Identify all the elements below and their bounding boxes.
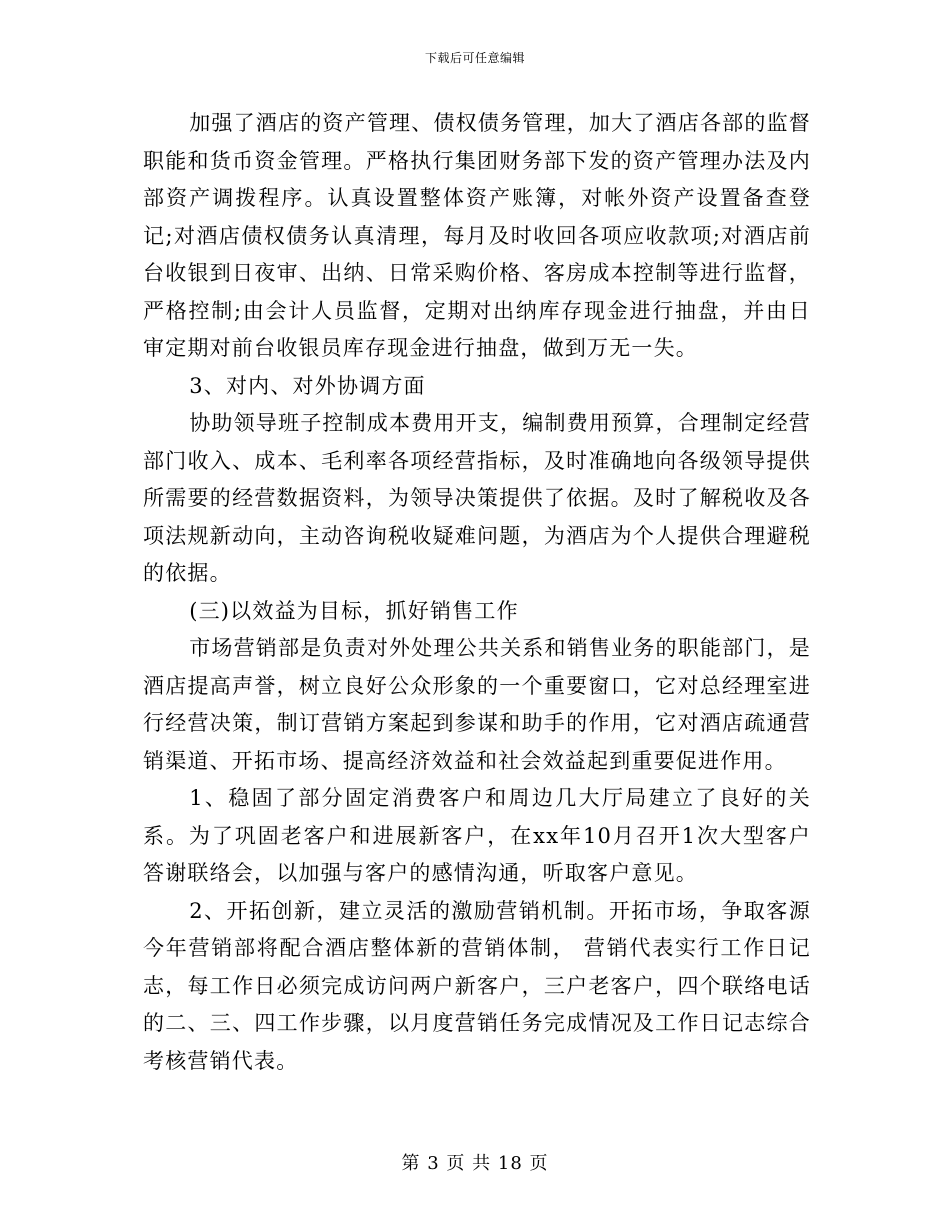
paragraph-customer-relations: 1、稳固了部分固定消费客户和周边几大厅局建立了良好的关系。为了巩固老客户和进展新客户，在xx年10月召开1次大型客户答谢联络会，以加强与客户的感情沟通，听取客户意见。 bbox=[143, 786, 811, 885]
page-header: 下载后可任意编辑 bbox=[424, 51, 525, 65]
paragraph-coordination: 协助领导班子控制成本费用开支，编制费用预算，合理制定经营部门收入、成本、毛利率各项经营指标，及时准确地向各级领导提供所需要的经营数据资料，为领导决策提供了依据。及时了解税收及各项法规新动向，主动咨询税收疑难问题，为酒店为个人提供合理避税的依据。 bbox=[143, 411, 811, 585]
footer-page-number: 3 bbox=[427, 1153, 440, 1174]
paragraph-incentive-mechanism: 2、开拓创新，建立灵活的激励营销机制。开拓市场，争取客源今年营销部将配合酒店整体新的营销体制， 营销代表实行工作日记志，每工作日必须完成访问两户新客户，三户老客户，四个联络电话的二、三、四工作步骤，以月度营销任务完成情况及工作日记志综合考核营销代表。 bbox=[143, 898, 811, 1073]
heading-sales: (三)以效益为目标，抓好销售工作 bbox=[189, 598, 519, 623]
paragraph-asset-management: 加强了酒店的资产管理、债权债务管理，加大了酒店各部的监督职能和货币资金管理。严格执行集团财务部下发的资产管理办法及内部资产调拨程序。认真设置整体资产账簿，对帐外资产设置备查登记;对酒店债权债务认真清理，每月及时收回各项应收款项;对酒店前台收银到日夜审、出纳、日常采购价格、客房成本控制等进行监督，严格控制;由会计人员监督，定期对出纳库存现金进行抽盘，并由日审定期对前台收银员库存现金进行抽盘，做到万无一失。 bbox=[143, 111, 811, 360]
footer-middle: 页 共 bbox=[446, 1153, 492, 1174]
footer-total-pages: 18 bbox=[497, 1153, 523, 1174]
page-footer bbox=[0, 1152, 950, 1176]
paragraph-marketing-department: 市场营销部是负责对外处理公共关系和销售业务的职能部门，是酒店提高声誉，树立良好公众形象的一个重要窗口，它对总经理室进行经营决策，制订营销方案起到参谋和助手的作用，它对酒店疏通营销渠道、开拓市场、提高经济效益和社会效益起到重要促进作用。 bbox=[143, 636, 811, 773]
document-body bbox=[143, 105, 811, 1080]
footer-prefix: 第 bbox=[401, 1153, 421, 1174]
footer-suffix: 页 bbox=[529, 1153, 549, 1174]
heading-coordination: 3、对内、对外协调方面 bbox=[189, 373, 426, 398]
